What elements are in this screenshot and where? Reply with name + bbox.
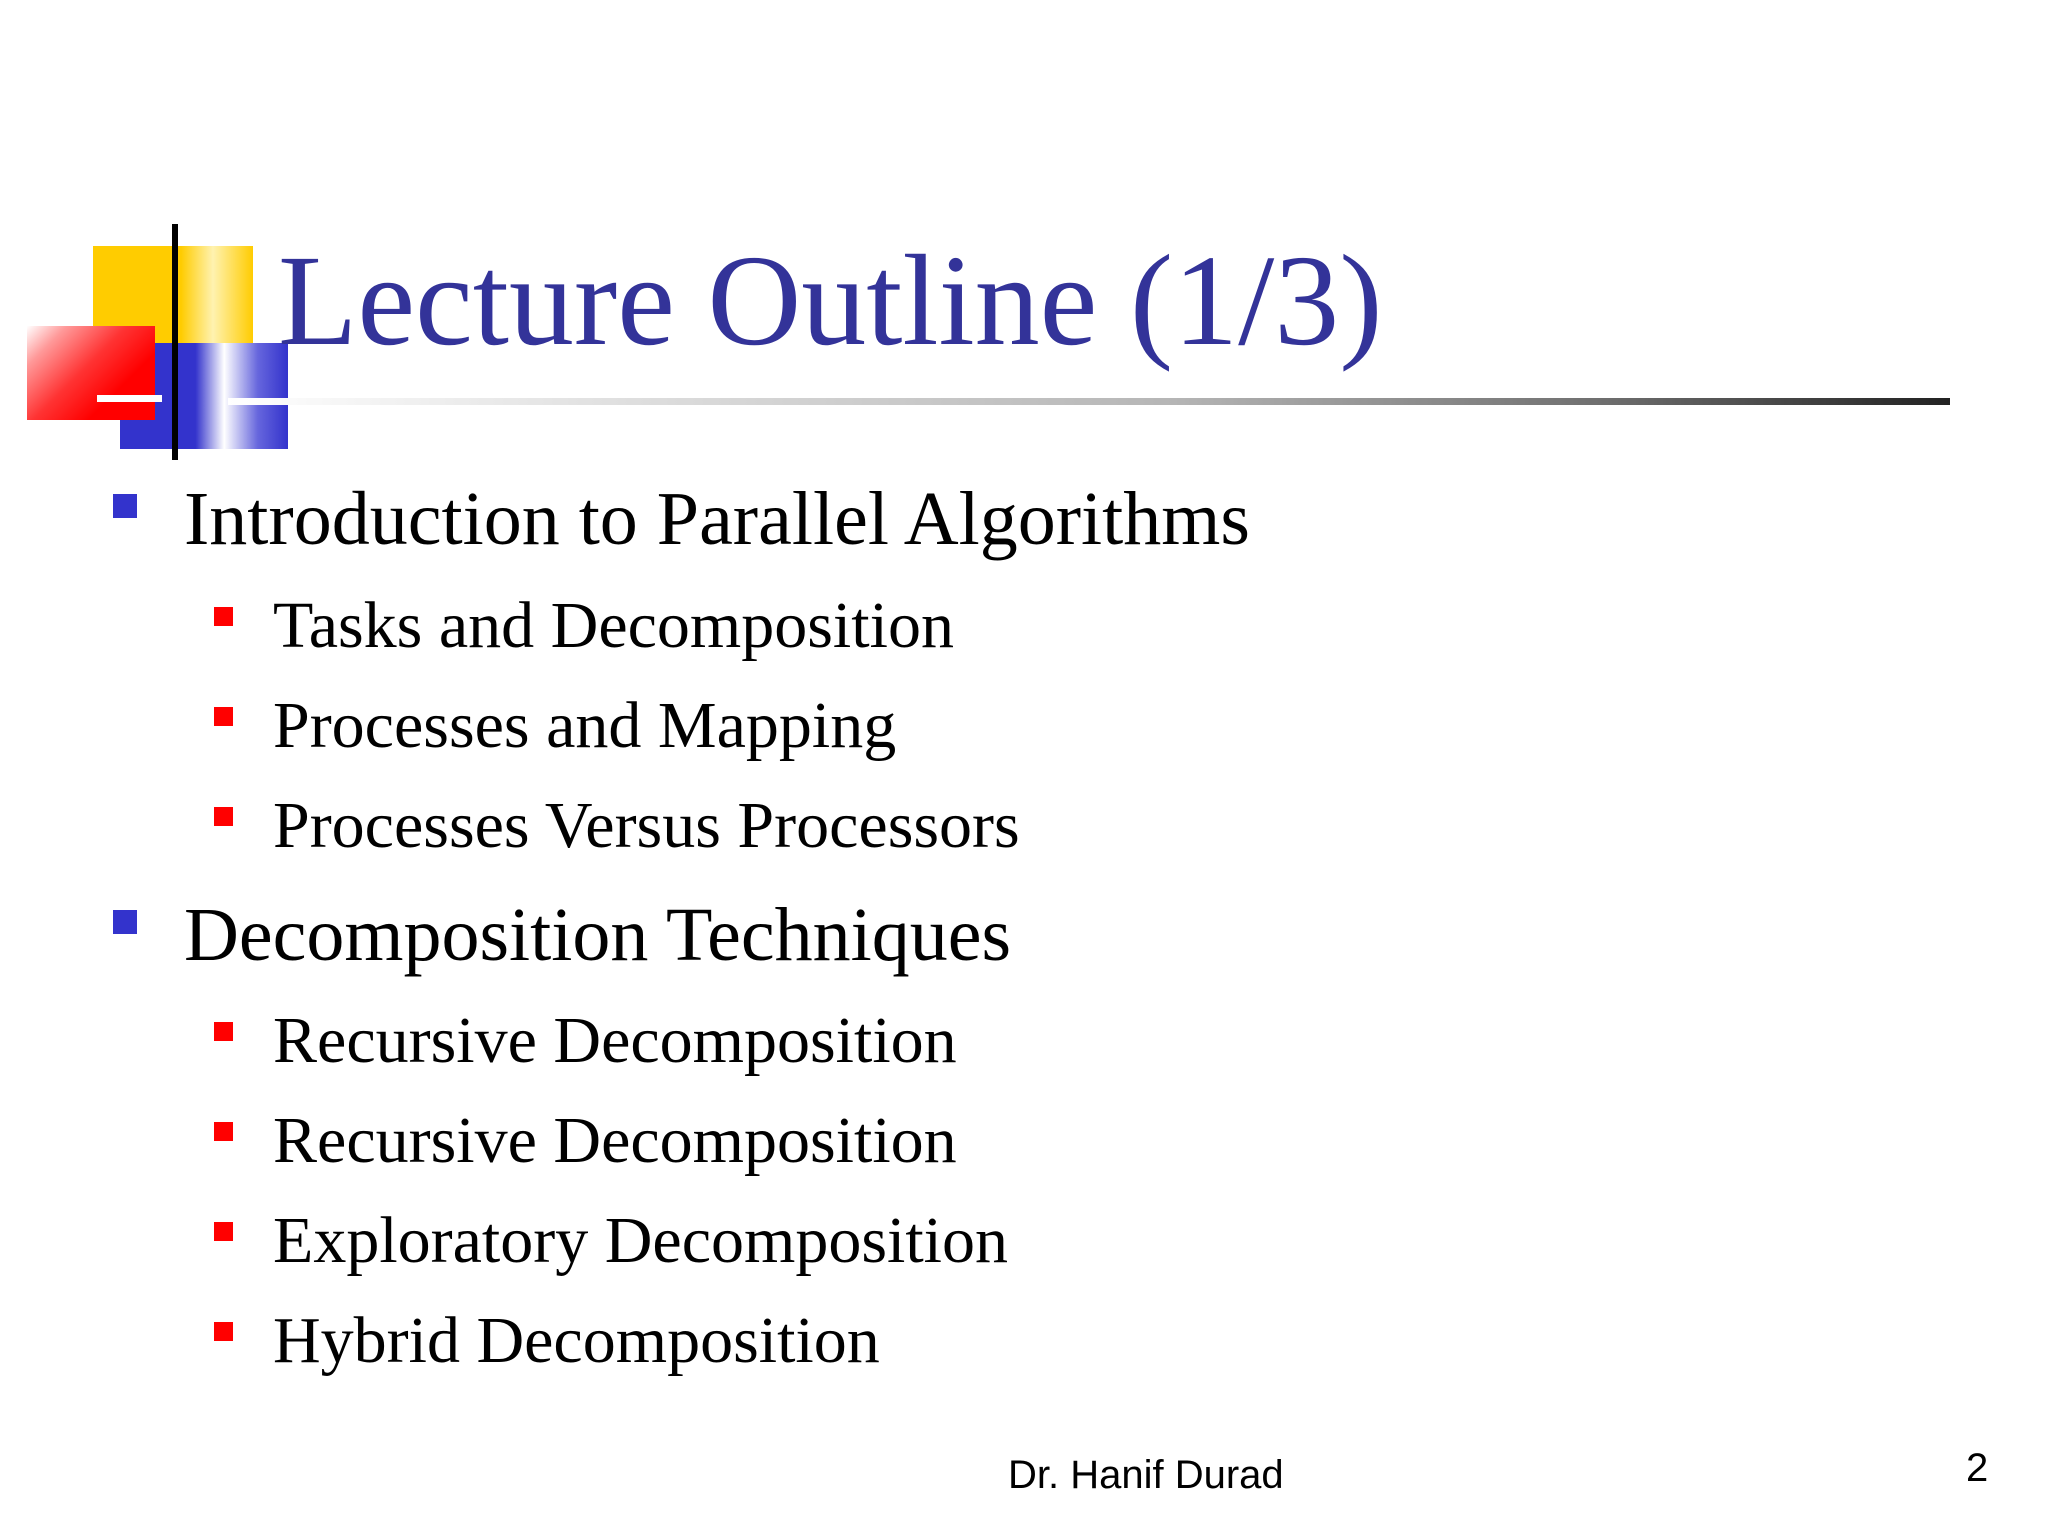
level2-bullet-icon [214, 607, 233, 626]
list-item: Recursive Decomposition [273, 1004, 957, 1077]
list-item: Tasks and Decomposition [273, 589, 954, 662]
list-item: Exploratory Decomposition [273, 1204, 1009, 1277]
level2-bullet-icon [214, 807, 233, 826]
list-item: Recursive Decomposition [273, 1104, 957, 1177]
page-number: 2 [1966, 1446, 1989, 1490]
red-square-decoration [27, 326, 155, 420]
white-line-decoration [97, 395, 162, 402]
level2-bullet-icon [214, 707, 233, 726]
vertical-line-decoration [172, 224, 178, 460]
level1-bullet-icon [113, 494, 137, 518]
list-item: Processes Versus Processors [273, 789, 1020, 862]
title-underline-rule [228, 398, 1950, 405]
level2-bullet-icon [214, 1322, 233, 1341]
level2-bullet-icon [214, 1222, 233, 1241]
slide-title: Lecture Outline (1/3) [278, 229, 1383, 373]
level1-bullet-icon [113, 910, 137, 934]
list-item: Processes and Mapping [273, 689, 897, 762]
footer-author: Dr. Hanif Durad [1008, 1453, 1284, 1497]
section-heading: Introduction to Parallel Algorithms [184, 477, 1250, 561]
list-item: Hybrid Decomposition [273, 1304, 880, 1377]
level2-bullet-icon [214, 1122, 233, 1141]
level2-bullet-icon [214, 1022, 233, 1041]
section-heading: Decomposition Techniques [184, 893, 1012, 977]
